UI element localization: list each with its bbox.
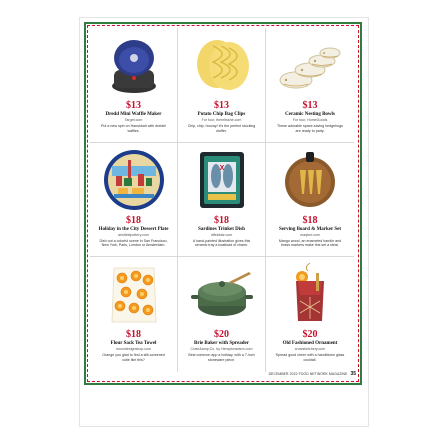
item-description: Dish out a colorful scene in San Francisco, New York, Paris, London or Amsterdam. [99,238,168,248]
item-description: Put a new spin on Hanukkah with dreidel waffles. [101,124,166,133]
item-name: Sardines Trinket Dish [198,226,245,232]
sardines-dish-image [186,147,258,213]
nesting-bowls-image [274,32,346,98]
item-store[interactable]: ansfieldpottery.com [118,232,149,237]
item-name: Flour Sack Tea Towel [110,341,157,347]
item-price: $18 [126,214,141,226]
item-description: Orange you glad to find a silk-screened cutie like this? [102,353,165,362]
item-store[interactable]: moondesignshop.com [115,347,152,352]
item-price: $13 [126,100,141,111]
item-description: Chip, chip, hooray! It's the perfect stocking stuffer. [187,124,256,133]
gift-card-ornament [266,257,354,372]
gift-card-sardines-dish [178,143,266,258]
gift-card-tea-towel [90,257,178,372]
item-store[interactable]: dtfeiddar.com [210,232,233,237]
brie-baker-image [186,261,258,327]
tea-towel-image [98,261,170,327]
item-description: These adorable space-saving hedgehogs are ready to party. [277,124,343,133]
item-description: Best common app a holiday, with a 7-inch stoneware piece. [188,353,255,362]
gift-card-chip-clips [178,28,266,143]
item-price: $18 [302,214,318,226]
svg-text:X: X [219,164,224,172]
dessert-plate-image [98,147,170,213]
chip-clips-image [186,32,258,98]
gift-card-serving-board [266,143,354,258]
item-name: Dredd Mini Waffle Maker [105,112,162,117]
gift-grid [90,28,354,372]
gift-card-nesting-bowls [266,28,354,143]
waffle-maker-image [98,32,170,98]
item-description: A hand-painted illustration gives this ceramic tray a boatload of charm. [192,238,251,248]
item-price: $20 [214,329,229,341]
item-price: $18 [214,214,229,226]
item-store[interactable]: For four, thereitsshe.com [201,118,242,122]
item-price: $13 [214,100,229,111]
item-name: Ceramic Nesting Bowls [285,112,335,117]
gift-card-waffle-maker [90,28,178,143]
item-price: $13 [302,100,318,111]
item-store[interactable]: For four, HomeGoods [292,118,328,122]
item-name: Brie Baker with Spreader [194,341,249,347]
item-name: Serving Board & Marker Set [278,226,342,232]
serving-board-image [274,147,346,213]
item-name: Old Fashioned Ornament [282,341,338,347]
gift-card-dessert-plate [90,143,178,258]
item-name: Holiday in the City Dessert Plate [98,226,169,232]
item-description: Mango wood, an enameled handle and brass markers make this set a steal. [278,238,342,248]
item-name: Potato Chip Bag Clips [197,112,246,117]
item-store[interactable]: crowsketchery.com [294,347,326,352]
gift-card-brie-baker [178,257,266,372]
item-price: $18 [126,329,141,341]
item-store[interactable]: maqber.com [300,232,320,237]
item-price: $20 [302,329,318,341]
item-description: Spread good cheer with a handblown glass cocktail. [275,353,345,362]
ornament-image [274,261,346,327]
magazine-page [80,18,368,426]
page-footer [230,371,356,377]
issue-line: DECEMBER 2022 FOOD NETWORK MAGAZINE [268,372,348,376]
page-number: 35 [350,371,356,377]
item-store[interactable]: Target.com [124,118,143,122]
item-store[interactable]: Crate&amp;Co. by Hemptonsfarm.com [190,347,253,352]
